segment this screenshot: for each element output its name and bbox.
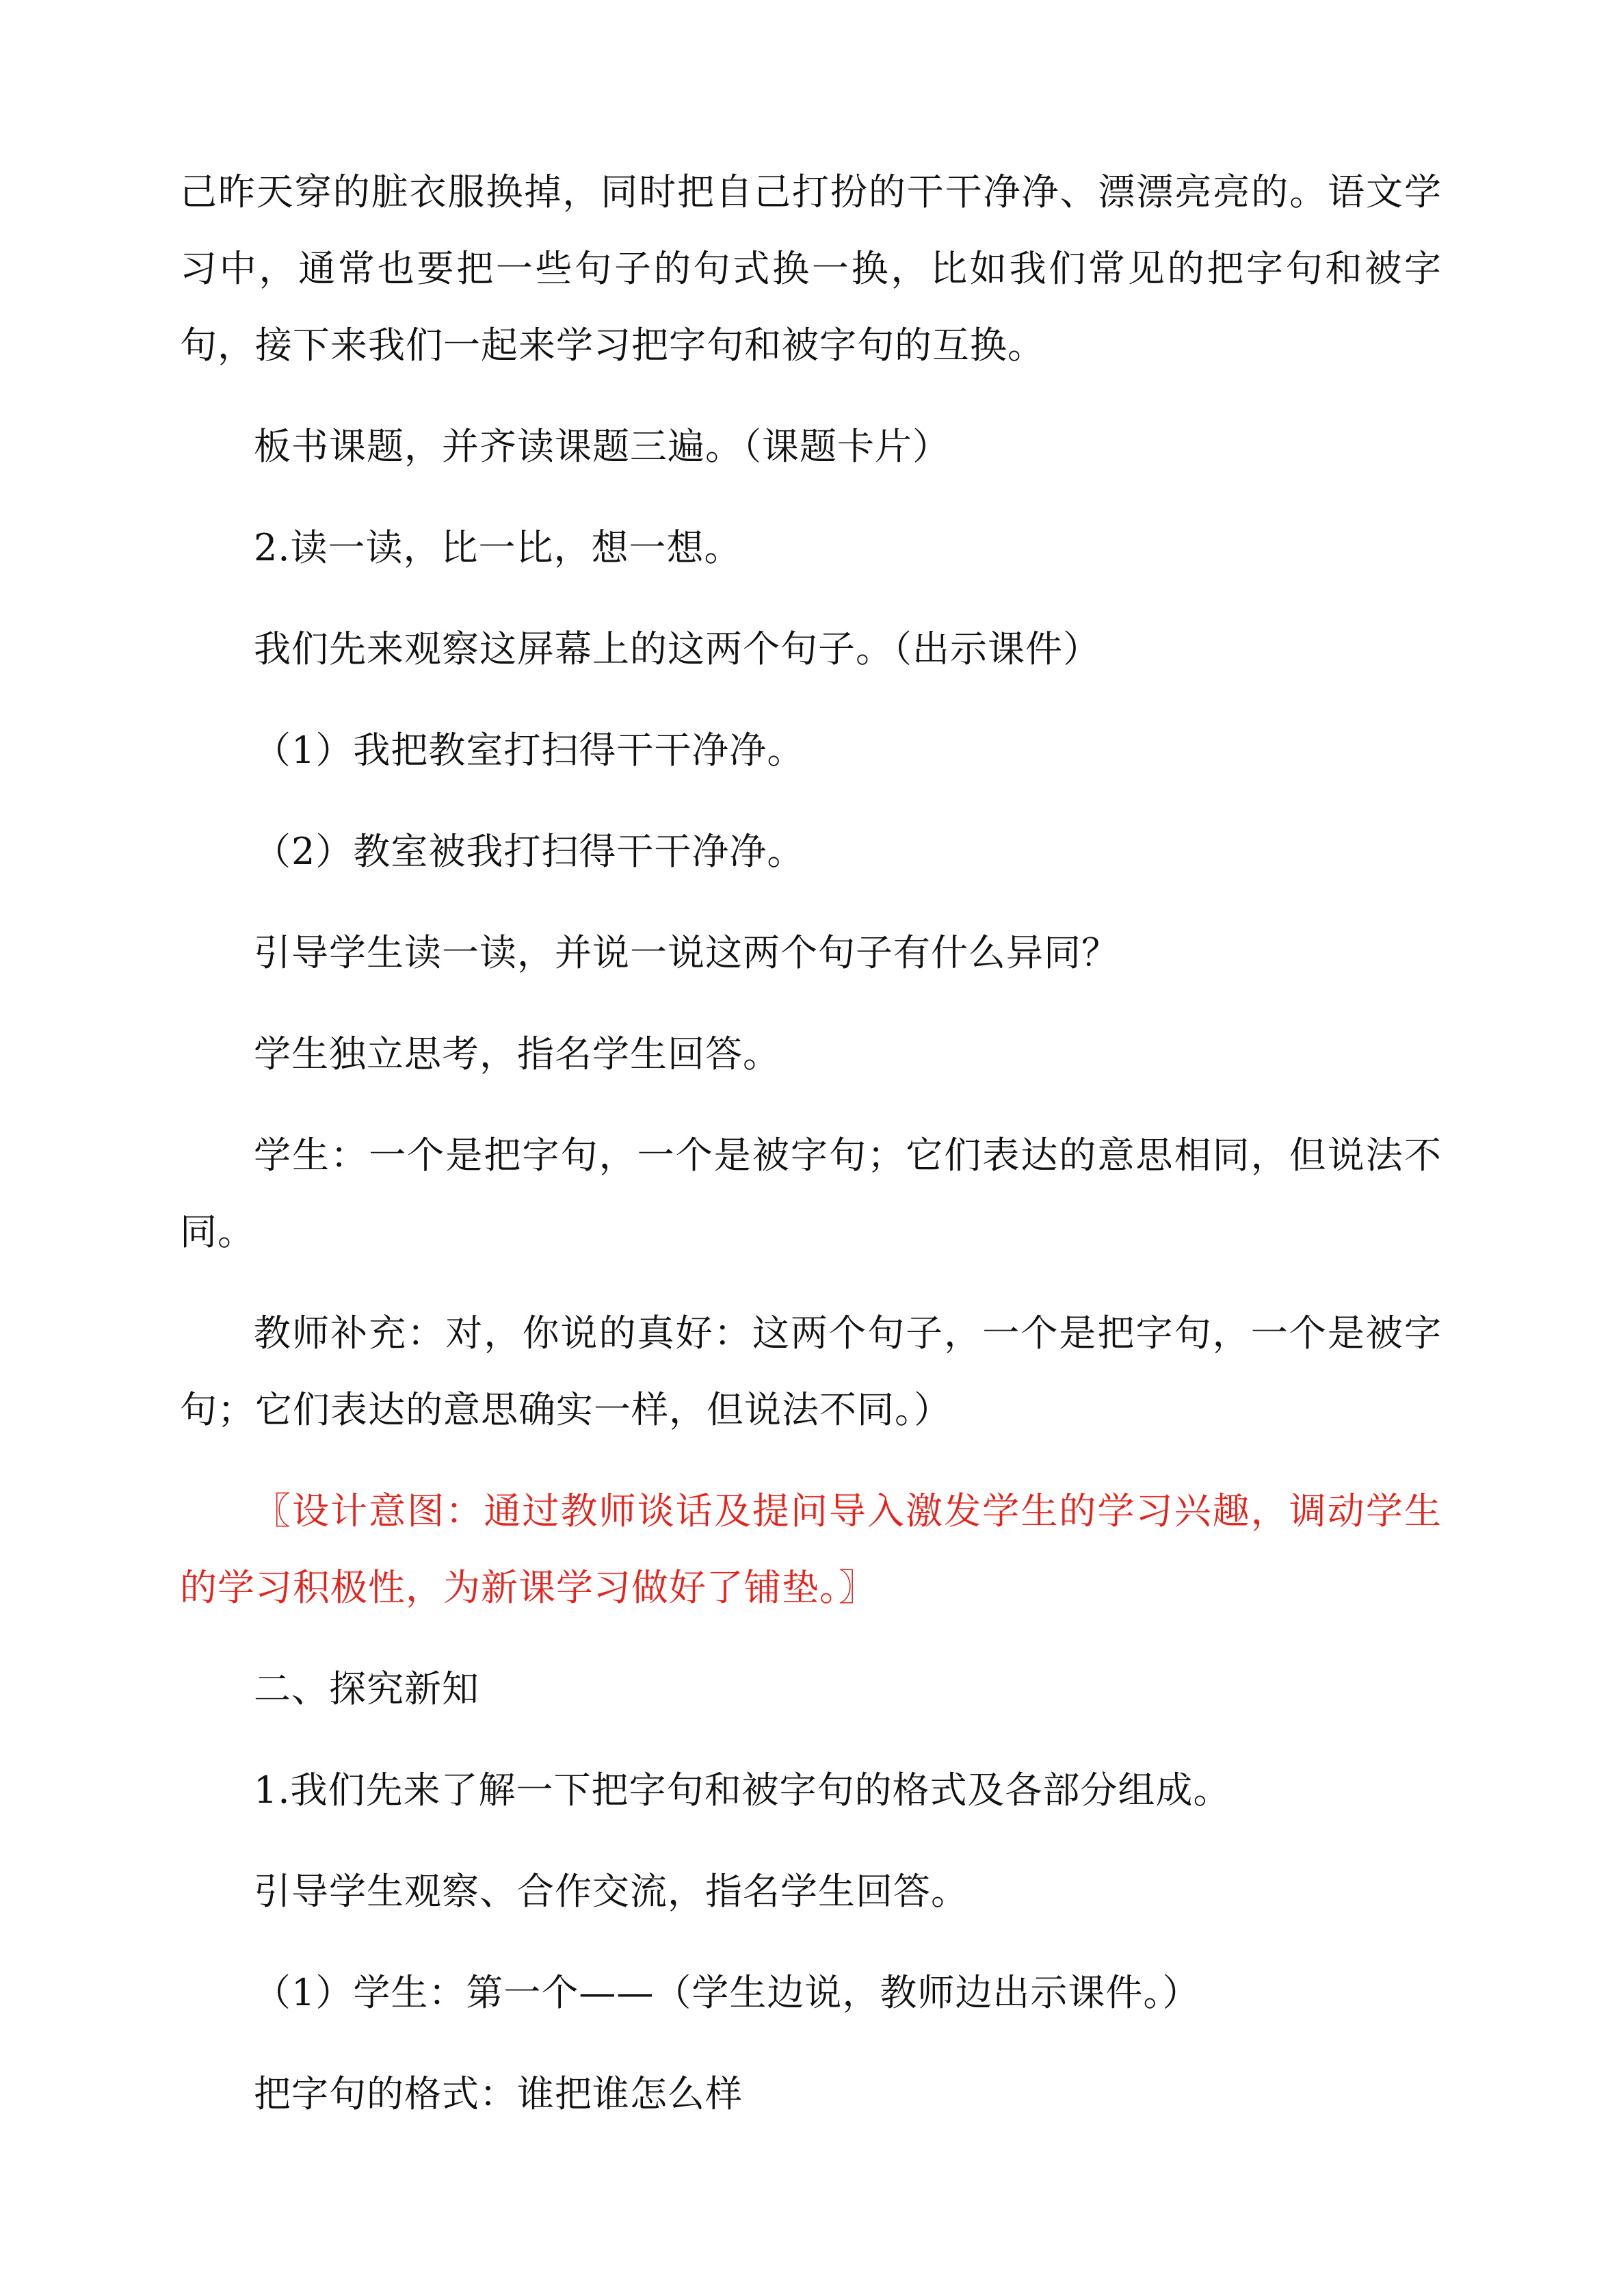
paragraph-student-first: （1）学生：第一个——（学生边说，教师边出示课件。）	[254, 1971, 1200, 2014]
example-sentence-2: （2）教室被我打扫得干干净净。	[254, 830, 805, 873]
paragraph-teacher-supplement: 教师补充：对，你说的真好：这两个句子，一个是把字句，一个是被字句；它们表达的意思确实一样，但说法不同。）	[180, 1312, 1442, 1431]
paragraph-intro-continued: 己昨天穿的脏衣服换掉，同时把自己打扮的干干净净、漂漂亮亮的。语文学习中，通常也要把一些句子的句式换一换，比如我们常见的把字句和被字句，接下来我们一起来学习把字句和被字句的互换。	[180, 170, 1442, 367]
paragraph-ba-format: 把字句的格式：谁把谁怎么样	[254, 2072, 743, 2115]
paragraph-guide-observe: 引导学生观察、合作交流，指名学生回答。	[254, 1870, 968, 1913]
document-body	[180, 154, 1442, 2157]
paragraph-step-1-format: 1.我们先来了解一下把字句和被字句的格式及各部分组成。	[254, 1769, 1231, 1812]
design-intent-note: 〖设计意图：通过教师谈话及提问导入激发学生的学习兴趣，调动学生的学习积极性，为新课学习做好了铺垫。〗	[180, 1489, 1442, 1609]
paragraph-student-answer: 学生：一个是把字句，一个是被字句；它们表达的意思相同，但说法不同。	[180, 1134, 1442, 1253]
paragraph-board-title: 板书课题，并齐读课题三遍。（课题卡片）	[254, 425, 950, 468]
paragraph-student-think: 学生独立思考，指名学生回答。	[254, 1032, 780, 1075]
example-sentence-1: （1）我把教室打扫得干干净净。	[254, 729, 805, 772]
section-heading-explore: 二、探究新知	[254, 1667, 479, 1710]
paragraph-step-2: 2.读一读，比一比，想一想。	[254, 526, 742, 569]
paragraph-guide-reading: 引导学生读一读，并说一说这两个句子有什么异同？	[254, 931, 1119, 974]
paragraph-observe-sentences: 我们先来观察这屏幕上的这两个句子。（出示课件）	[254, 627, 1101, 670]
